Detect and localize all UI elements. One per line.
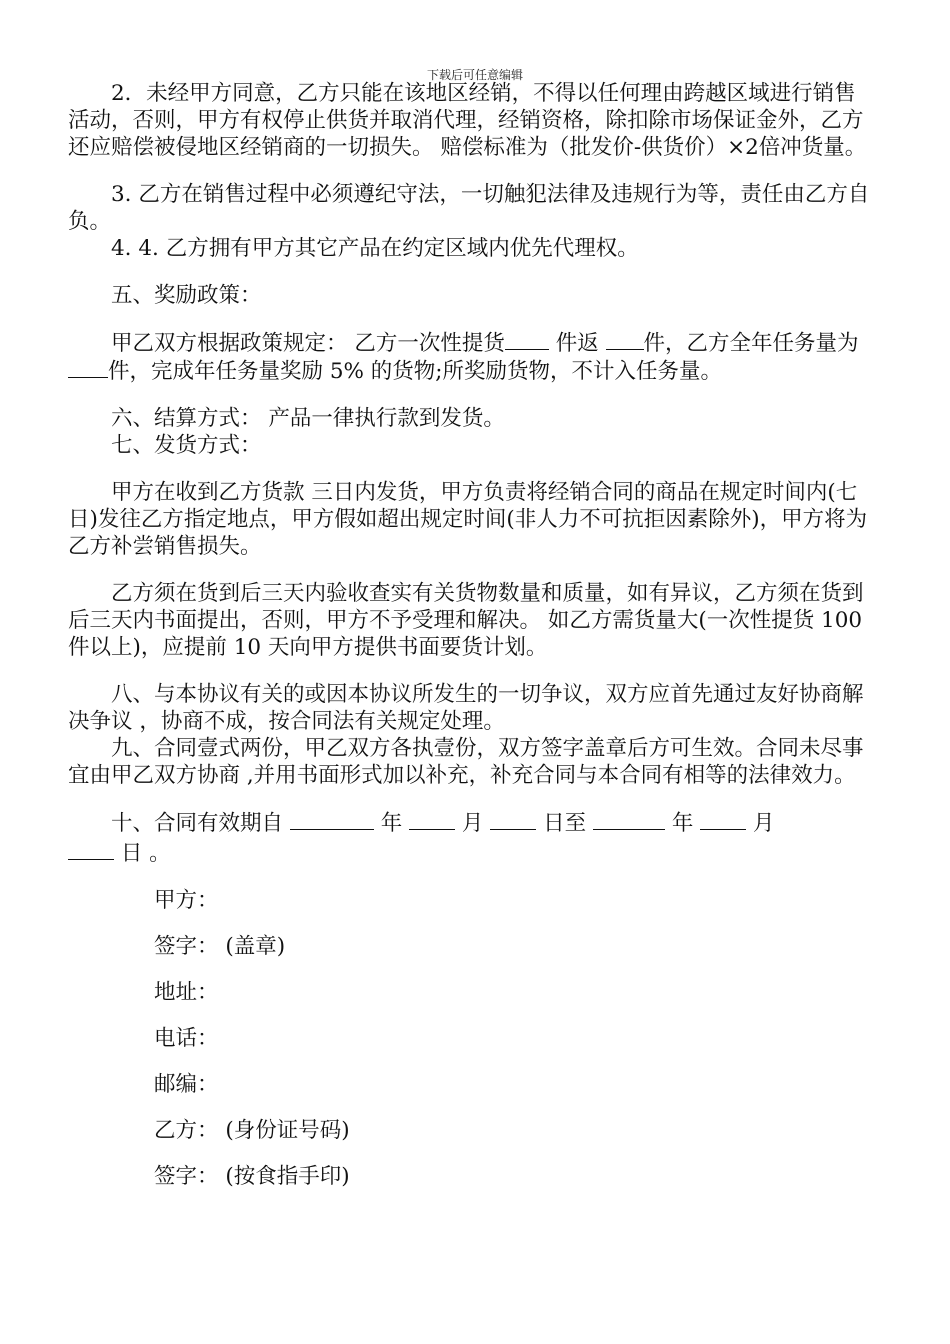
blank-start-year[interactable] xyxy=(290,809,374,830)
header-note: 下载后可任意编辑 xyxy=(426,68,523,82)
validity-month-2: 月 xyxy=(753,811,775,836)
phone-label: 电话： xyxy=(154,1026,219,1051)
blank-end-day[interactable] xyxy=(68,839,114,860)
validity-day-end: 日 。 xyxy=(120,841,171,866)
section-7-heading: 七、发货方式： xyxy=(111,433,262,458)
reward-text-c: 件，乙方全年任务量为 xyxy=(643,331,859,356)
contract-page xyxy=(68,80,876,1209)
section-6-settlement: 六、结算方式： 产品一律执行款到发货。 xyxy=(111,406,505,431)
section-9-copies: 九、合同壹式两份，甲乙双方各执壹份，双方签字盖章后方可生效。合同未尽事宜由甲乙双方协商 ,并用书面形式加以补充，补充合同与本合同有相等的法律效力。 xyxy=(68,736,864,788)
address-label: 地址： xyxy=(154,980,219,1005)
section-10-validity xyxy=(68,809,876,869)
reward-text-d: 件，完成年任务量奖励 5% 的货物;所奖励货物，不计入任务量。 xyxy=(108,359,723,384)
blank-end-year[interactable] xyxy=(593,809,665,830)
party-a-signature: 签字： (盖章) xyxy=(154,934,286,959)
clause-3: 3. 乙方在销售过程中必须遵纪守法，一切触犯法律及违规行为等，责任由乙方自负。 xyxy=(68,182,870,234)
party-b-signature: 签字： (按食指手印) xyxy=(154,1164,350,1189)
inspection-terms: 乙方须在货到后三天内验收查实有关货物数量和质量，如有异议，乙方须在货到后三天内书面提出，否则，甲方不予受理和解决。 如乙方需货量大(一次性提货 100 件以上)，应提前 10 天向甲方提供书面要货计划。 xyxy=(68,581,864,660)
reward-policy xyxy=(68,329,876,385)
clause-2: 2．未经甲方同意，乙方只能在该地区经销，不得以任何理由跨越区域进行销售活动，否则，甲方有权停止供货并取消代理，经销资格，除扣除市场保证金外，乙方还应赔偿被侵地区经销商的一切损失。 赔偿标准为（批发价-供货价）×2倍冲货量。 xyxy=(68,81,867,160)
clause-4: 4. 4. 乙方拥有甲方其它产品在约定区域内优先代理权。 xyxy=(111,236,639,261)
postcode-label: 邮编： xyxy=(154,1072,219,1097)
section-5-heading: 五、奖励政策： xyxy=(111,283,262,308)
party-b-label: 乙方： (身份证号码) xyxy=(154,1118,350,1143)
blank-end-month[interactable] xyxy=(700,809,746,830)
validity-text: 十、合同有效期自 xyxy=(111,811,284,836)
blank-annual-qty[interactable] xyxy=(68,357,108,378)
blank-start-month[interactable] xyxy=(409,809,455,830)
party-a-label: 甲方： xyxy=(154,888,219,913)
blank-return-qty[interactable] xyxy=(606,329,644,350)
validity-day-to: 日至 xyxy=(543,811,587,836)
blank-start-day[interactable] xyxy=(490,809,536,830)
reward-text-b: 件返 xyxy=(555,331,599,356)
section-8-disputes: 八、与本协议有关的或因本协议所发生的一切争议，双方应首先通过友好协商解决争议 ，协商不成，按合同法有关规定处理。 xyxy=(68,682,864,734)
blank-pickup-qty[interactable] xyxy=(505,329,549,350)
validity-year-1: 年 xyxy=(380,811,403,836)
reward-text-a: 甲乙双方根据政策规定： 乙方一次性提货 xyxy=(111,331,505,356)
validity-year-2: 年 xyxy=(671,811,694,836)
validity-month-1: 月 xyxy=(461,811,484,836)
signature-block xyxy=(68,887,876,1209)
delivery-terms: 甲方在收到乙方货款 三日内发货，甲方负责将经销合同的商品在规定时间内(七日)发往乙方指定地点，甲方假如超出规定时间(非人力不可抗拒因素除外)，甲方将为乙方补尝销售损失。 xyxy=(68,480,868,559)
